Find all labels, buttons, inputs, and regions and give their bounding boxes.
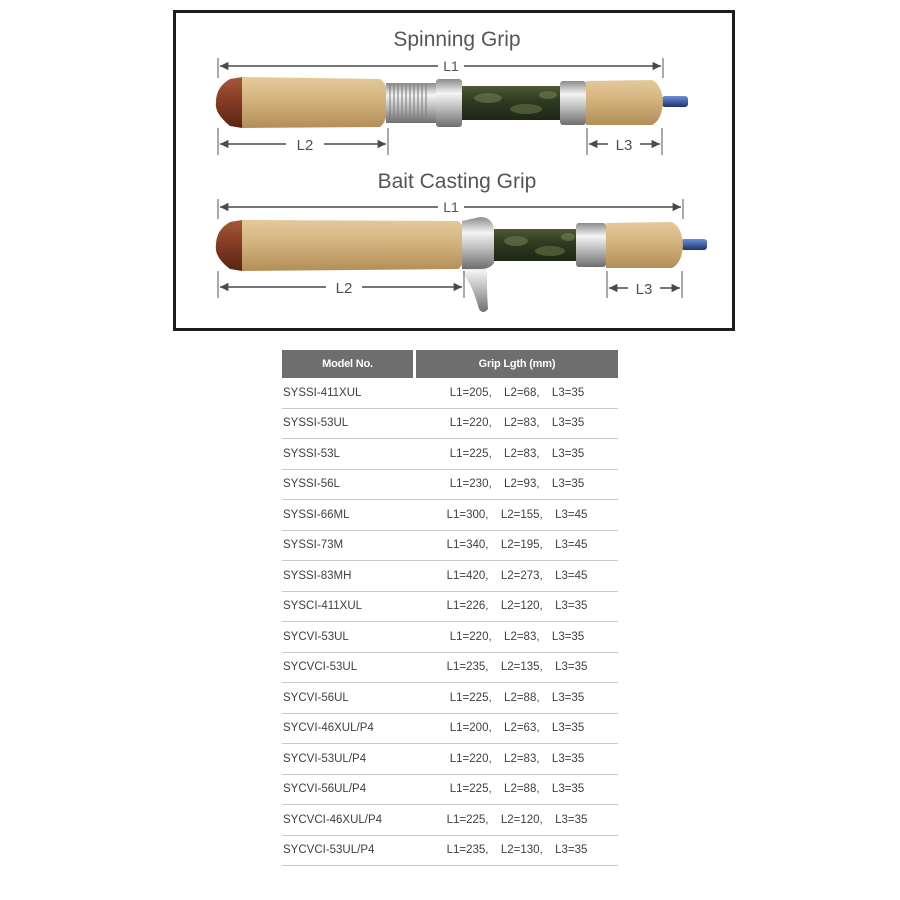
grip-length-cell: L1=225, L2=88, L3=35 bbox=[416, 775, 618, 806]
grip-length-cell: L1=225, L2=83, L3=35 bbox=[416, 439, 618, 470]
model-number-cell: SYSSI-73M bbox=[282, 531, 416, 562]
model-number-cell: SYSSI-411XUL bbox=[282, 378, 416, 409]
grip-length-cell: L1=200, L2=63, L3=35 bbox=[416, 714, 618, 745]
spinning-l1-dimension bbox=[218, 58, 663, 78]
table-row bbox=[282, 805, 618, 836]
table-row bbox=[282, 409, 618, 440]
baitcasting-l1-label: L1 bbox=[443, 199, 459, 215]
grip-length-cell: L1=226, L2=120, L3=35 bbox=[416, 592, 618, 623]
table-row bbox=[282, 775, 618, 806]
model-number-cell: SYCVI-56UL/P4 bbox=[282, 775, 416, 806]
model-number-cell: SYCVI-53UL bbox=[282, 622, 416, 653]
table-row bbox=[282, 592, 618, 623]
table-row bbox=[282, 531, 618, 562]
grip-length-cell: L1=235, L2=130, L3=35 bbox=[416, 836, 618, 867]
grip-length-cell: L1=205, L2=68, L3=35 bbox=[416, 378, 618, 409]
model-number-cell: SYSSI-53UL bbox=[282, 409, 416, 440]
model-number-cell: SYSCI-411XUL bbox=[282, 592, 416, 623]
table-row bbox=[282, 714, 618, 745]
grip-length-cell: L1=420, L2=273, L3=45 bbox=[416, 561, 618, 592]
table-row bbox=[282, 744, 618, 775]
grip-length-table bbox=[282, 350, 618, 866]
baitcasting-l3-label: L3 bbox=[635, 281, 653, 298]
grip-length-cell: L1=300, L2=155, L3=45 bbox=[416, 500, 618, 531]
table-row bbox=[282, 561, 618, 592]
baitcasting-grip-drawing bbox=[216, 217, 707, 312]
model-column-header: Model No. bbox=[282, 350, 416, 378]
table-row bbox=[282, 500, 618, 531]
grip-length-column-header: Grip Lgth (mm) bbox=[416, 350, 618, 378]
grip-length-cell: L1=220, L2=83, L3=35 bbox=[416, 622, 618, 653]
spinning-l3-label: L3 bbox=[615, 137, 633, 154]
baitcasting-l3-dimension bbox=[607, 271, 682, 298]
table-row bbox=[282, 622, 618, 653]
table-row bbox=[282, 683, 618, 714]
baitcasting-l2-dimension bbox=[218, 271, 464, 298]
grip-length-cell: L1=230, L2=93, L3=35 bbox=[416, 470, 618, 501]
spinning-l2-dimension bbox=[218, 128, 388, 155]
model-number-cell: SYSSI-83MH bbox=[282, 561, 416, 592]
spinning-grip-title: Spinning Grip bbox=[393, 28, 521, 51]
baitcasting-grip-title: Bait Casting Grip bbox=[377, 170, 537, 193]
spinning-l2-label: L2 bbox=[296, 137, 314, 154]
baitcasting-l1-dimension bbox=[218, 199, 683, 219]
model-number-cell: SYCVI-53UL/P4 bbox=[282, 744, 416, 775]
spinning-l3-dimension bbox=[587, 128, 662, 155]
model-number-cell: SYCVCI-53UL bbox=[282, 653, 416, 684]
baitcasting-l2-label: L2 bbox=[335, 280, 353, 297]
model-number-cell: SYSSI-56L bbox=[282, 470, 416, 501]
table-body bbox=[282, 378, 618, 866]
model-number-cell: SYSSI-53L bbox=[282, 439, 416, 470]
grip-diagram bbox=[173, 10, 735, 331]
table-row bbox=[282, 378, 618, 409]
spinning-l1-label: L1 bbox=[443, 58, 459, 74]
grip-length-cell: L1=220, L2=83, L3=35 bbox=[416, 409, 618, 440]
grip-length-cell: L1=235, L2=135, L3=35 bbox=[416, 653, 618, 684]
spinning-grip-drawing bbox=[216, 77, 688, 128]
model-number-cell: SYCVI-56UL bbox=[282, 683, 416, 714]
grip-length-cell: L1=340, L2=195, L3=45 bbox=[416, 531, 618, 562]
table-row bbox=[282, 836, 618, 867]
table-row bbox=[282, 439, 618, 470]
grip-length-cell: L1=225, L2=120, L3=35 bbox=[416, 805, 618, 836]
model-number-cell: SYCVCI-46XUL/P4 bbox=[282, 805, 416, 836]
grip-length-cell: L1=220, L2=83, L3=35 bbox=[416, 744, 618, 775]
model-number-cell: SYCVCI-53UL/P4 bbox=[282, 836, 416, 867]
model-number-cell: SYCVI-46XUL/P4 bbox=[282, 714, 416, 745]
model-number-cell: SYSSI-66ML bbox=[282, 500, 416, 531]
table-row bbox=[282, 653, 618, 684]
table-header-row bbox=[282, 350, 618, 378]
grip-length-cell: L1=225, L2=88, L3=35 bbox=[416, 683, 618, 714]
table-row bbox=[282, 470, 618, 501]
